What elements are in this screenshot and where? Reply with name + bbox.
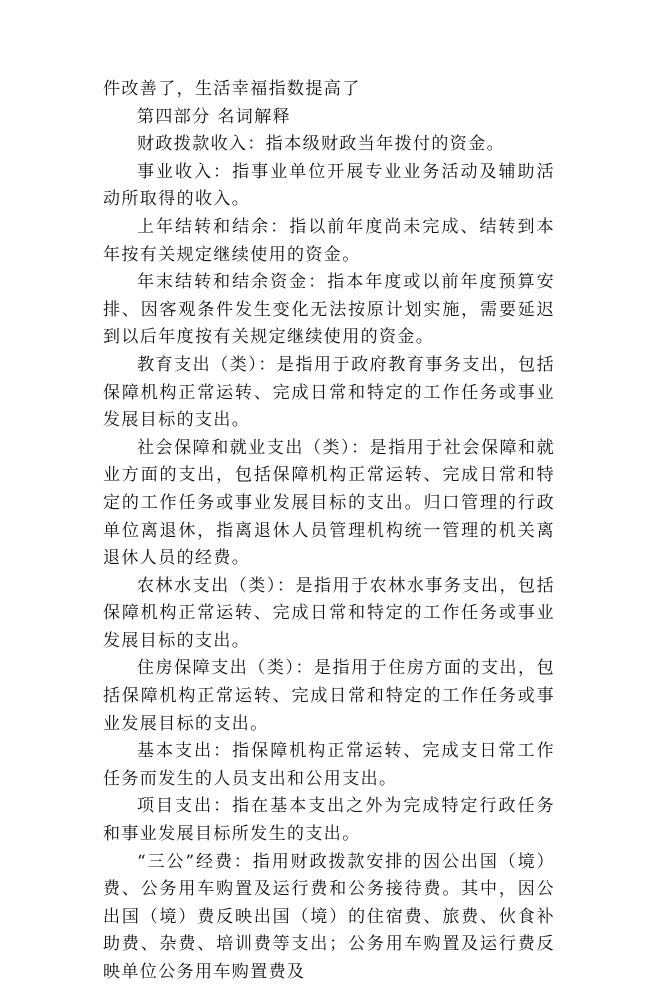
paragraph-three-public-expenses: “三公”经费：指用财政拨款安排的因公出国（境）费、公务用车购置及运行费和公务接待费。其中，因公出国（境）费反映出国（境）的住宿费、旅费、伙食补助费、杂费、培训费等支出；公务用车购置及运行费反映单位公务用车购置费及: [103, 851, 555, 982]
paragraph-project-expenditure: 项目支出：指在基本支出之外为完成特定行政任务和事业发展目标所发生的支出。: [103, 796, 555, 845]
paragraph-fiscal-appropriation-income: 财政拨款收入：指本级财政当年拨付的资金。: [137, 134, 505, 155]
section-heading: 第四部分 名词解释: [137, 106, 292, 127]
paragraph-business-income: 事业收入：指事业单位开展专业业务活动及辅助活动所取得的收入。: [103, 161, 555, 210]
paragraph-housing-expenditure: 住房保障支出（类）：是指用于住房方面的支出，包括保障机构正常运转、完成日常和特定的工作任务或事业发展目标的支出。: [103, 658, 555, 734]
paragraph-education-expenditure: 教育支出（类）：是指用于政府教育事务支出，包括保障机构正常运转、完成日常和特定的工作任务或事业发展目标的支出。: [103, 354, 555, 431]
paragraph-prior-year-carryover: 上年结转和结余：指以前年度尚未完成、结转到本年按有关规定继续使用的资金。: [103, 216, 555, 265]
paragraph-year-end-carryover: 年末结转和结余资金：指本年度或以前年度预算安排、因客观条件发生变化无法按原计划实施，需要延迟到以后年度按有关规定继续使用的资金。: [103, 272, 555, 348]
paragraph-agriculture-expenditure: 农林水支出（类）：是指用于农林水事务支出，包括保障机构正常运转、完成日常和特定的工作任务或事业发展目标的支出。: [103, 575, 555, 651]
paragraph-basic-expenditure: 基本支出：指保障机构正常运转、完成支日常工作任务而发生的人员支出和公用支出。: [103, 741, 555, 789]
paragraph-continuation: 件改善了，生活幸福指数提高了: [103, 79, 361, 99]
paragraph-social-security-expenditure: 社会保障和就业支出（类）：是指用于社会保障和就业方面的支出，包括保障机构正常运转、完成日常和特定的工作任务或事业发展目标的支出。归口管理的行政单位离退休，指离退休人员管理机构统一管理的机关离退休人员的经费。: [103, 437, 555, 569]
document-body: [103, 76, 555, 987]
